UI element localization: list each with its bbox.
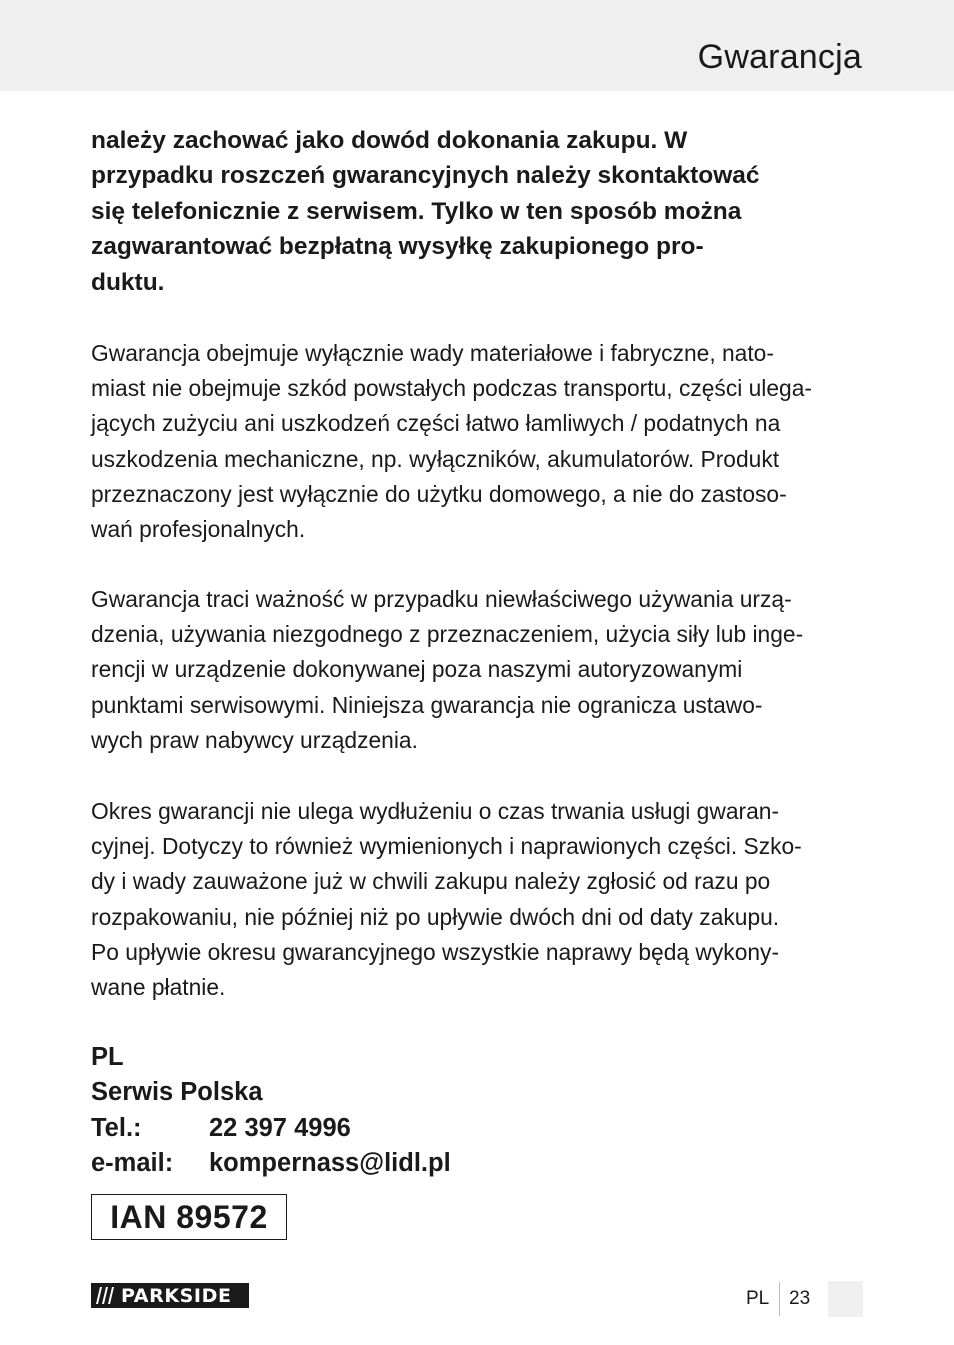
footer-tab [828, 1281, 863, 1317]
page-title: Gwarancja [697, 38, 862, 76]
paragraph-coverage [91, 336, 866, 547]
ian-number-box: IAN 89572 [91, 1194, 287, 1240]
email-label: e-mail: [91, 1148, 174, 1177]
paragraph-line: rencji w urządzenie dokonywanej poza naszymi autoryzowanymi [91, 656, 743, 683]
parkside-logo [91, 1283, 249, 1308]
contact-service-name: Serwis Polska [91, 1078, 263, 1107]
lead-line: się telefonicznie z serwisem. Tylko w ten sposób można [91, 197, 742, 225]
lead-line: należy zachować jako dowód dokonania zakupu. W [91, 127, 688, 154]
paragraph-line: wych praw nabywcy urządzenia. [91, 726, 418, 753]
logo-text: PARKSIDE [121, 1284, 232, 1307]
paragraph-line: wane płatnie. [91, 974, 226, 1001]
paragraph-line: uszkodzenia mechaniczne, np. wyłączników, akumulatorów. Produkt [91, 445, 780, 472]
paragraph-line: przeznaczony jest wyłącznie do użytku domowego, a nie do zastoso- [91, 480, 787, 507]
service-contact [91, 1040, 451, 1181]
phone-value: 22 397 4996 [209, 1113, 351, 1142]
page-number: 23 [789, 1288, 811, 1309]
lead-paragraph [91, 123, 866, 300]
paragraph-line: jących zużyciu ani uszkodzeń części łatwo łamliwych / podatnych na [91, 410, 781, 437]
paragraph-void [91, 582, 866, 758]
paragraph-period [91, 794, 866, 1005]
lead-line: zagwarantować bezpłatną wysyłkę zakupionego pro- [91, 233, 704, 261]
logo-stripes-icon [91, 1283, 119, 1308]
paragraph-line: dy i wady zauważone już w chwili zakupu należy zgłosić od razu po [91, 868, 771, 895]
email-value: kompernass@lidl.pl [209, 1148, 451, 1177]
paragraph-line: Po upływie okresu gwarancyjnego wszystkie naprawy będą wykony- [91, 938, 780, 965]
paragraph-line: wań profesjonalnych. [91, 516, 306, 543]
contact-email-row [91, 1146, 451, 1181]
footer-divider [779, 1282, 780, 1316]
contact-phone-row [91, 1111, 451, 1146]
paragraph-line: Gwarancja obejmuje wyłącznie wady materiałowe i fabryczne, nato- [91, 340, 774, 366]
paragraph-line: dzenia, używania niezgodnego z przeznaczeniem, użycia siły lub inge- [91, 621, 804, 648]
paragraph-line: miast nie obejmuje szkód powstałych podczas transportu, części ulega- [91, 375, 812, 402]
paragraph-line: Gwarancja traci ważność w przypadku niewłaściwego używania urzą- [91, 586, 792, 612]
paragraph-line: Okres gwarancji nie ulega wydłużeniu o czas trwania usługi gwaran- [91, 798, 780, 824]
paragraph-line: punktami serwisowymi. Niniejsza gwarancja nie ogranicza ustawo- [91, 691, 763, 718]
paragraph-line: rozpakowaniu, nie później niż po upływie dwóch dni od daty zakupu. [91, 903, 780, 930]
lead-line: przypadku roszczeń gwarancyjnych należy skontaktować [91, 162, 760, 190]
footer-language: PL [746, 1288, 770, 1309]
paragraph-line: cyjnej. Dotyczy to również wymienionych i naprawionych części. Szko- [91, 833, 802, 860]
phone-label: Tel.: [91, 1113, 142, 1142]
contact-country: PL [91, 1043, 124, 1071]
lead-line: duktu. [91, 268, 165, 296]
